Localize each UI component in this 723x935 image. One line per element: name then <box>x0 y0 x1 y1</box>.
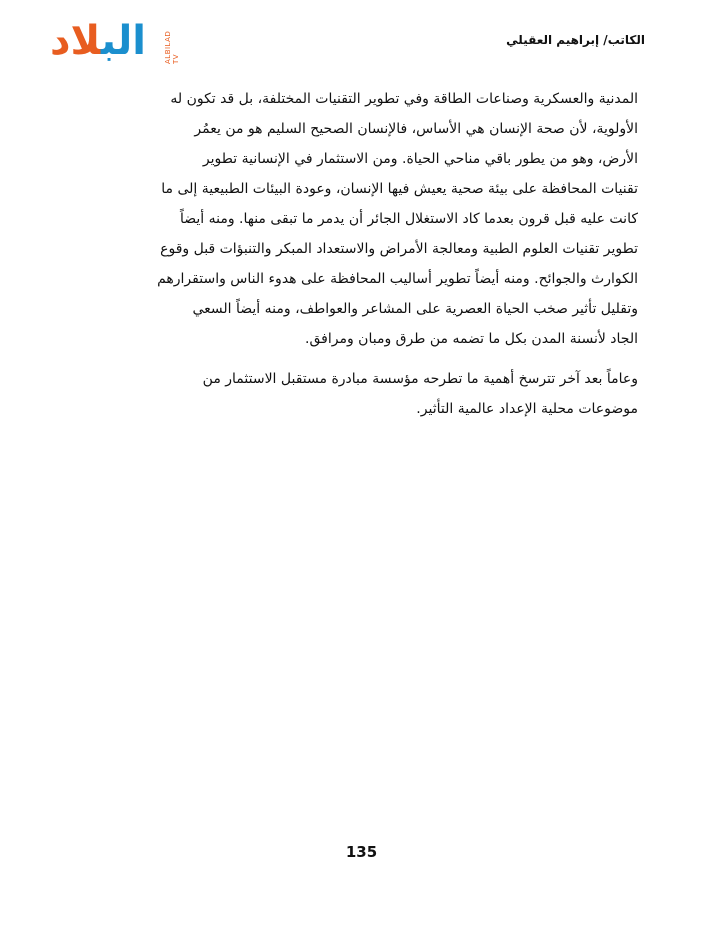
text-line: الأرض، وهو من يطور باقي مناحي الحياة. ومن الاستثمار في الإنسانية تطوير <box>202 151 638 167</box>
text-line: موضوعات محلية الإعداد عالمية التأثير. <box>416 401 638 417</box>
page-number: 135 <box>345 843 378 861</box>
text-line: وتقليل تأثير صخب الحياة العصرية على المشاعر والعواطف، ومنه أيضاً السعي <box>192 301 638 317</box>
text-line: المدنية والعسكرية وصناعات الطاقة وفي تطوير التقنيات المختلفة، بل قد تكون له <box>170 91 638 107</box>
logo-tagline: ALBILAD TV <box>164 30 180 64</box>
text-line: الأولوية، لأن صحة الإنسان هي الأساس، فالإنسان الصحيح السليم هو من يعمُر <box>194 121 638 137</box>
text-line: تطوير تقنيات العلوم الطبية ومعالجة الأمراض والاستعداد المبكر والتنبؤات قبل وقوع <box>160 241 638 257</box>
logo-word-part2: لاد <box>50 18 101 64</box>
author-header: الكاتب/ إبراهيم العقيلي <box>506 33 645 47</box>
text-line: كانت عليه قبل قرون بعدما كاد الاستغلال الجائر أن يدمر ما تبقى منها. ومنه أيضاً <box>179 211 638 227</box>
paragraph-2 <box>84 364 638 424</box>
text-line: الكوارث والجوائح. ومنه أيضاً تطوير أساليب المحافظة على هدوء الناس واستقرارهم <box>157 271 638 287</box>
logo-wordmark <box>50 18 146 64</box>
logo-word-part1: الب <box>100 18 146 64</box>
body-text <box>84 84 638 424</box>
text-line: الجاد لأنسنة المدن بكل ما تضمه من طرق ومبان ومرافق. <box>305 331 638 347</box>
text-line: تقنيات المحافظة على بيئة صحية يعيش فيها الإنسان، وعودة البيئات الطبيعية إلى ما <box>161 181 638 197</box>
paragraph-1 <box>84 84 638 354</box>
text-line: وعاماً بعد آخر تترسخ أهمية ما تطرحه مؤسسة مبادرة مستقبل الاستثمار من <box>202 371 638 387</box>
albilad-logo <box>50 18 180 64</box>
